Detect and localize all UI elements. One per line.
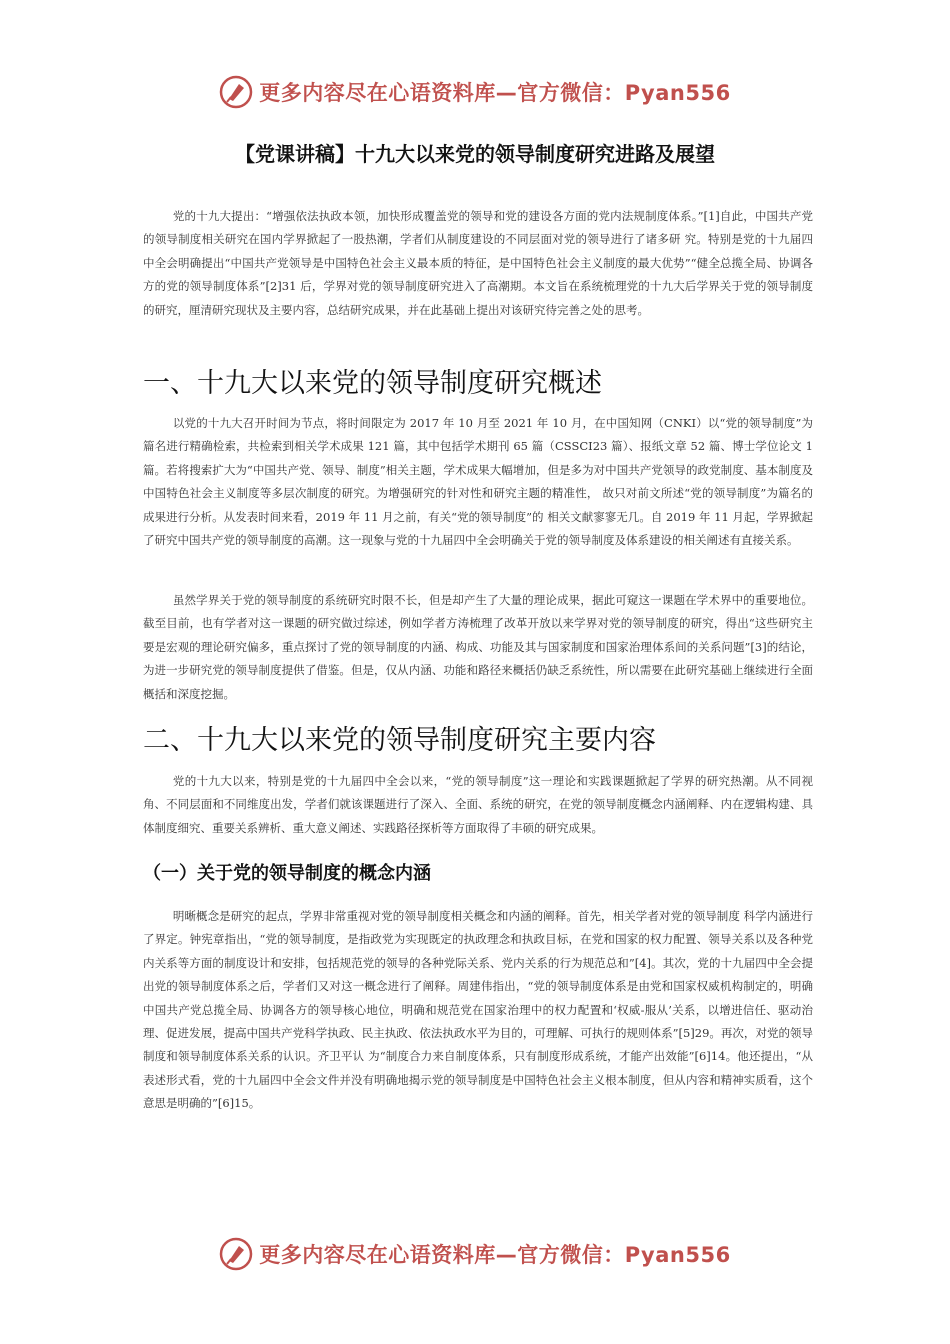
section-2-heading: 二、十九大以来党的领导制度研究主要内容 xyxy=(143,725,656,756)
section-1-paragraph-2-block xyxy=(143,589,813,706)
watermark-text: 更多内容尽在心语资料库—官方微信：Pyan556 xyxy=(259,81,731,105)
intro-paragraph: 党的十九大提出：“增强依法执政本领，加快形成覆盖党的领导和党的建设各方面的党内法规制度体系。”[1]自此，中国共产党的领导制度相关研究在国内学界掀起了一股热潮，学者们从制度建设的不同层面对党的领导进行了诸多研 究。特别是党的十九届四中全会明确提出“中国共产党领导是中国特色社会主义最本质的特征，是中国特色社会主义制度的最大优势”“健全总揽全局、协调各方的党的领导制度体系”[2]31 后，学界对党的领导制度研究进入了高潮期。本文旨在系统梳理党的十九大后学界关于党的领导制度的研究，厘清研究现状及主要内容，总结研究成果，并在此基础上提出对该研究待完善之处的思考。 xyxy=(143,209,813,317)
subsection-1-paragraph: 明晰概念是研究的起点，学界非常重视对党的领导制度相关概念和内涵的阐释。首先，相关学者对党的领导制度 科学内涵进行了界定。钟宪章指出，“党的领导制度，是指政党为实现既定的执政理念和执政目标，在党和国家的权力配置、领导关系以及各种党内关系等方面的制度设计和安排，包括规范党的领导的各种党际关系、党内关系的行为规范总和”[4]。其次，党的十九届四中全会提出党的领导制度体系之后，学者们又对这一概念进行了阐释。周建伟指出，“党的领导制度体系是由党和国家权威机构制定的，明确中国共产党总揽全局、协调各方的领导核心地位，明确和规范党在国家治理中的权力配置和‘权威-服从’关系，以增进信任、驱动治理、促进发展，提高中国共产党科学执政、民主执政、依法执政水平为目的，可理解、可执行的规则体系”[5]29。再次，对党的领导制度和领导制度体系关系的认识。齐卫平认 为“制度合力来自制度体系，只有制度形成系统，才能产出效能”[6]14。他还提出，“从表述形式看，党的十九届四中全会文件并没有明确地揭示党的领导制度是中国特色社会主义根本制度，但从内容和精神实质看，这个意思是明确的”[6]15。 xyxy=(143,909,813,1111)
section-1-paragraph-1: 以党的十九大召开时间为节点，将时间限定为 2017 年 10 月至 2021 年 10 月，在中国知网（CNKI）以“党的领导制度”为篇名进行精确检索，共检索到相关学术成果 121 篇，其中包括学术期刊 65 篇（CSSCI23 篇）、报纸文章 52 篇、博士学位论文 1 篇。若将搜索扩大为“中国共产党、领导、制度”相关主题，学术成果大幅增加，但是多为对中国共产党领导的政党制度、基本制度及中国特色社会主义制度等多层次制度的研究。为增强研究的针对性和研究主题的精准性， 故只对前文所述“党的领导制度”为篇名的成果进行分析。从发表时间来看，2019 年 11 月之前，有关“党的领导制度”的 相关文献寥寥无几。自 2019 年 11 月起，学界掀起了研究中国共产党的领导制度的高潮。这一现象与党的十九届四中全会明确关于党的领导制度及体系建设的相关阐述有直接关系。 xyxy=(143,416,813,548)
section-2-paragraph-1: 党的十九大以来，特别是党的十九届四中全会以来，“党的领导制度”这一理论和实践课题掀起了学界的研究热潮。从不同视角、不同层面和不同维度出发，学者们就该课题进行了深入、全面、系统的研究，在党的领导制度概念内涵阐释、内在逻辑构建、具体制度细究、重要关系辨析、重大意义阐述、实践路径探析等方面取得了丰硕的研究成果。 xyxy=(143,774,813,835)
header-watermark-banner xyxy=(0,72,950,112)
intro-paragraph-block xyxy=(143,205,813,322)
subsection-1-heading: （一）关于党的领导制度的概念内涵 xyxy=(143,863,431,884)
section-1-paragraph-2: 虽然学界关于党的领导制度的系统研究时限不长，但是却产生了大量的理论成果，据此可窥这一课题在学术界中的重要地位。截至目前，也有学者对这一课题的研究做过综述，例如学者方涛梳理了改革开放以来学界对党的领导制度的研究，得出“这些研究主要是宏观的理论研究偏多，重点探讨了党的领导制度的内涵、构成、功能及其与国家制度和国家治理体系间的关系问题”[3]的结论，为进一步研究党的领导制度提供了借鉴。但是，仅从内涵、功能和路径来概括仍缺乏系统性，所以需要在此研究基础上继续进行全面概括和深度挖掘。 xyxy=(143,593,813,701)
section-1-heading: 一、十九大以来党的领导制度研究概述 xyxy=(143,368,602,399)
pen-nib-icon xyxy=(219,75,253,109)
page-title: 【党课讲稿】十九大以来党的领导制度研究进路及展望 xyxy=(235,142,715,166)
pen-nib-icon xyxy=(219,1237,253,1271)
footer-watermark-banner xyxy=(0,1234,950,1274)
subsection-1-paragraph-block xyxy=(143,905,813,1116)
section-1-paragraph-1-block xyxy=(143,412,813,552)
watermark-text: 更多内容尽在心语资料库—官方微信：Pyan556 xyxy=(259,1243,731,1267)
section-2-paragraph-1-block xyxy=(143,770,813,840)
